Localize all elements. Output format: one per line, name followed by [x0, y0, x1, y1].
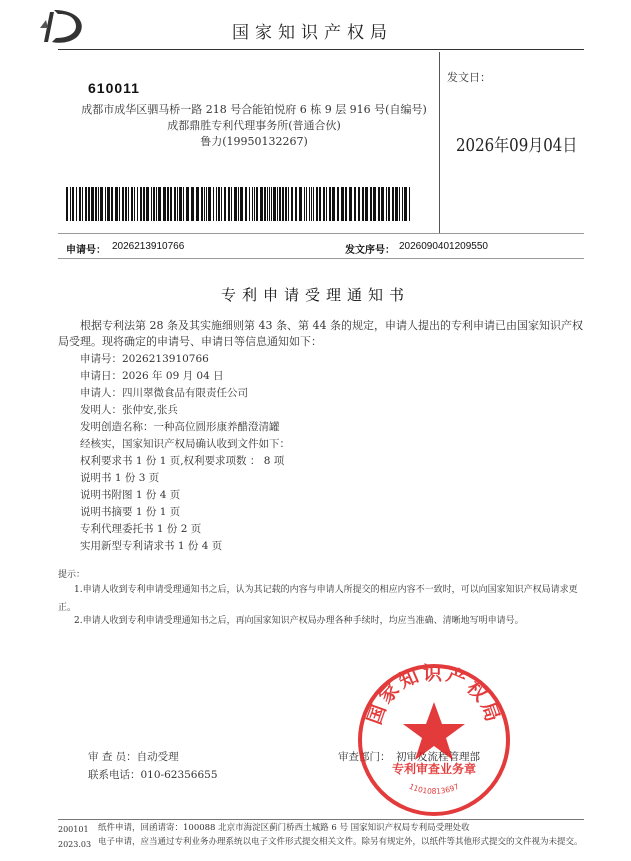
file-description: 说明书 1 份 3 页: [80, 472, 160, 484]
field-application-number: 申请号：2026213910766: [80, 353, 209, 365]
number-row-bottom-rule: [58, 258, 584, 259]
file-power-of-attorney: 专利代理委托书 1 份 2 页: [80, 523, 202, 535]
footer-rule: [58, 819, 584, 820]
postcode: 610011: [88, 80, 140, 96]
barcode-image: [66, 187, 410, 221]
number-row-top-rule: [58, 233, 584, 234]
notice-intro: 根据专利法第 28 条及其实施细则第 43 条、第 44 条的规定，申请人提出的专利申请已由国家知识产权局受理。现将确定的申请号、申请日等信息通知如下：: [58, 319, 583, 348]
serial-number-label: 发文序号：: [345, 245, 395, 256]
file-utility-model-request: 实用新型专利请求书 1 份 4 页: [80, 540, 223, 552]
file-drawings: 说明书附图 1 份 4 页: [80, 489, 181, 501]
field-inventors: 发明人：张仲安,张兵: [80, 404, 178, 416]
date-divider: [439, 52, 440, 234]
file-claims: 权利要求书 1 份 1 页,权利要求项数 ： 8 项: [80, 455, 285, 467]
field-applicant: 申请人：四川翠微食品有限责任公司: [80, 387, 248, 399]
department-label: 审查部门：: [338, 751, 391, 763]
footer-paper-filing: 纸件申请，回函请寄：100088 北京市海淀区蓟门桥西土城路 6 号 国家知识产权局专利局受理处收: [98, 823, 470, 833]
svg-text:11010813697: 11010813697: [407, 781, 461, 796]
field-application-date: 申请日：2026 年 09 月 04 日: [80, 370, 224, 382]
notes-heading: 提示：: [58, 570, 86, 580]
recipient-address: 成都市成华区驷马桥一路 218 号合能铂悦府 6 栋 9 层 916 号(自编号): [81, 103, 427, 116]
recipient-firm: 成都鼎胜专利代理事务所(普通合伙): [167, 119, 341, 132]
examiner: 审 查 员：自动受理: [88, 751, 179, 763]
application-number-label: 申请号：: [66, 245, 106, 256]
serial-number-value: 2026090401209550: [399, 241, 488, 252]
send-date-label: 发文日：: [447, 71, 491, 84]
cnipa-logo-icon: [38, 6, 94, 46]
field-received-files-heading: 经核实，国家知识产权局确认收到文件如下：: [80, 438, 290, 450]
form-code: 200101: [58, 825, 89, 834]
department-value: 初审及流程管理部: [396, 751, 480, 763]
send-date-value: 2026年09月04日: [456, 134, 578, 156]
contact-phone: 联系电话：010-62356655: [88, 769, 218, 781]
notice-title: 专利申请受理通知书: [220, 286, 410, 304]
recipient-agent: 鲁力(19950132267): [200, 135, 308, 148]
official-seal-icon: [354, 660, 514, 820]
application-number-value: 2026213910766: [112, 241, 185, 252]
file-abstract: 说明书摘要 1 份 1 页: [80, 506, 181, 518]
footer-electronic-filing: 电子申请，应当通过专利业务办理系统以电子文件形式提交相关文件。除另有规定外，以纸件等其他形式提交的文件视为未提交。: [98, 837, 583, 847]
note-item: 2.申请人收到专利申请受理通知书之后，再向国家知识产权局办理各种手续时，均应当准确、清晰地写明申请号。: [74, 616, 524, 626]
form-version: 2023.03: [58, 840, 92, 849]
note-item: 1.申请人收到专利申请受理通知书之后，认为其记载的内容与申请人所提交的相应内容不一致时，可以向国家知识产权局请求更正。: [58, 585, 578, 613]
svg-text:专利审查业务章: 专利审查业务章: [391, 762, 477, 776]
agency-name: 国家知识产权局: [232, 23, 393, 43]
field-invention-title: 发明创造名称：一种高位圆形康养醋澄清罐: [80, 421, 280, 433]
header-rule: [58, 49, 584, 50]
svg-text:国家知识产权局: 国家知识产权局: [363, 662, 505, 728]
